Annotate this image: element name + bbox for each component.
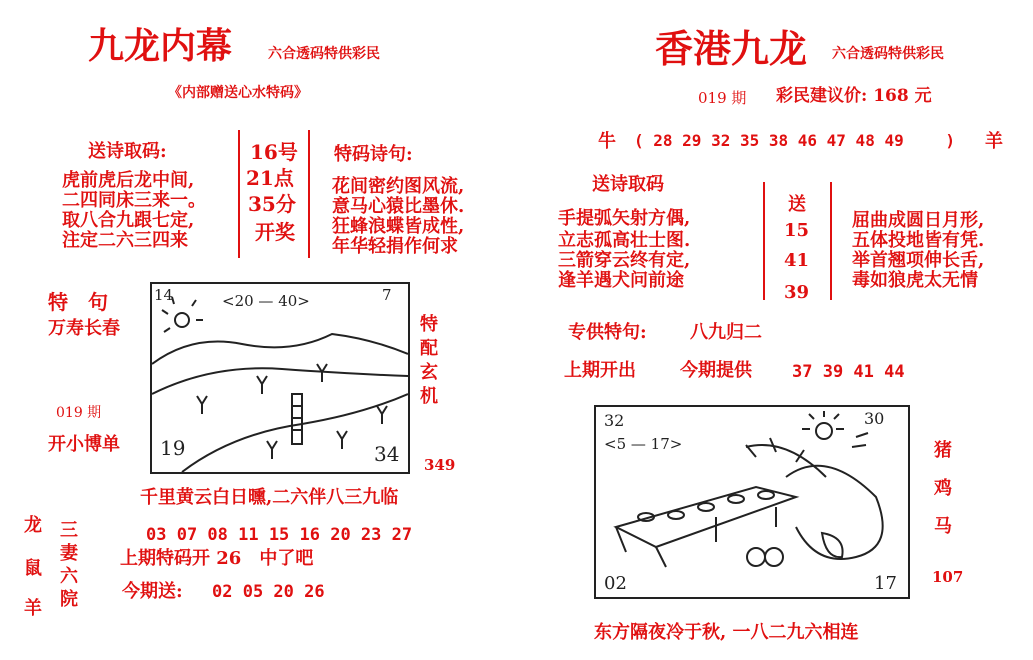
right-poem-line: 立志孤高壮士图. [558,230,691,251]
sketch-range: <20 — 40> [222,292,310,310]
right-poem-line: 三箭穿云终有定, [558,250,691,271]
side-char: 特 [420,314,438,335]
last-issue: 上期特码开 26 中了吧 [120,548,314,569]
draw-number: 16号 [250,140,298,164]
special-text: 万寿长春 [48,318,120,339]
zodiac-char: 龙 [24,515,42,536]
side-char: 玄 [420,362,438,383]
right-special-label: 专供特句: [568,322,647,343]
side-number: 107 [932,568,964,586]
code-poem-line: 狂蜂浪蝶皆成性, [332,216,465,237]
right-title: 香港九龙 [655,26,808,71]
send-numbers: 02 05 20 26 [212,582,325,602]
left-subtitle: 六合透码特供彩民 [268,46,380,62]
left-issue: 019 期 [56,405,102,421]
number-list: 03 07 08 11 15 16 20 23 27 [146,525,413,545]
phrase-char: 三 [60,520,78,541]
draw-label: 开奖 [255,220,295,244]
price: 彩民建议价: 168 元 [776,86,932,106]
phrase-char: 院 [60,589,78,610]
left-title: 九龙内幕 [88,25,233,67]
side-char: 猪 [934,440,952,461]
small-single: 开小博单 [48,434,120,455]
code-poem-header: 特码诗句: [334,144,413,165]
side-char: 鸡 [934,478,952,499]
sketch-top-left: 32 [604,411,625,430]
divider [830,182,832,300]
right-poem-line-2: 毒如狼虎太无情 [852,270,978,291]
send-col: 送 [788,194,806,215]
left-couplet: 千里黄云白日曛,二六伴八三九临 [140,487,399,508]
send-label: 今期送: [122,581,183,602]
code-poem-line: 年华轻捐作何求 [332,236,458,257]
divider [308,130,310,258]
special-label: 特 句 [48,290,108,314]
draw-minute: 35分 [248,192,296,216]
sketch-top-left: 14 [154,286,174,304]
side-number: 349 [424,456,456,474]
offer-label: 今期提供 [680,360,752,381]
sketch-top-right: 7 [382,286,392,304]
draw-hour: 21点 [246,166,294,190]
left-poem-line: 虎前虎后龙中间, [62,170,195,191]
side-char: 配 [420,338,438,359]
divider [238,130,240,258]
left-poem-header: 送诗取码: [88,141,167,162]
divider [763,182,765,300]
sketch-bottom-left: 19 [160,436,186,460]
last-label: 上期开出 [564,360,636,381]
zodiac-char: 鼠 [24,558,42,579]
right-couplet: 东方隔夜冷于秋, 一八二九六相连 [594,622,859,643]
right-issue: 019 期 [698,89,747,107]
sketch-bottom-right: 17 [874,573,897,594]
code-poem-line: 意马心猿比墨休. [332,196,465,217]
row-right: 羊 [985,131,1003,152]
phrase-char: 六 [60,566,78,587]
left-poem-line: 注定二六三四来 [62,230,188,251]
row-left: 牛 [598,131,616,152]
side-char: 马 [934,516,952,537]
landscape-sketch [152,284,408,472]
send-col: 15 [784,220,810,241]
right-poem-line-2: 屈曲成圆日月形, [852,210,985,231]
sketch-bottom-right: 34 [374,442,400,466]
right-subtitle: 六合透码特供彩民 [832,46,944,62]
right-sketch-box [594,405,910,599]
left-poem-line: 二四同床三来一。 [62,190,206,211]
left-poem-line: 取八合九跟七定, [62,210,195,231]
right-poem-line-2: 五体投地皆有凭. [852,230,985,251]
code-poem-line: 花间密约图风流, [332,176,465,197]
side-char: 机 [420,386,438,407]
send-col: 39 [784,282,810,303]
row-numbers: ( 28 29 32 35 38 46 47 48 49 ) [634,131,955,150]
right-poem-header: 送诗取码 [592,174,664,195]
phrase-char: 妻 [60,543,78,564]
sketch-top-right: 30 [864,409,885,428]
left-gift-line: 《内部赠送心水特码》 [168,85,308,101]
send-col: 41 [784,250,810,271]
right-poem-line: 逢羊遇犬问前途 [558,270,684,291]
right-special-text: 八九归二 [690,322,762,343]
offer-numbers: 37 39 41 44 [792,362,905,382]
sketch-range: <5 — 17> [604,435,683,453]
right-poem-line: 手提弧矢射方偶, [558,208,691,229]
zodiac-char: 羊 [24,598,42,619]
left-sketch-box [150,282,410,474]
right-poem-line-2: 举首翘项伸长舌, [852,250,985,271]
sketch-bottom-left: 02 [604,573,627,594]
